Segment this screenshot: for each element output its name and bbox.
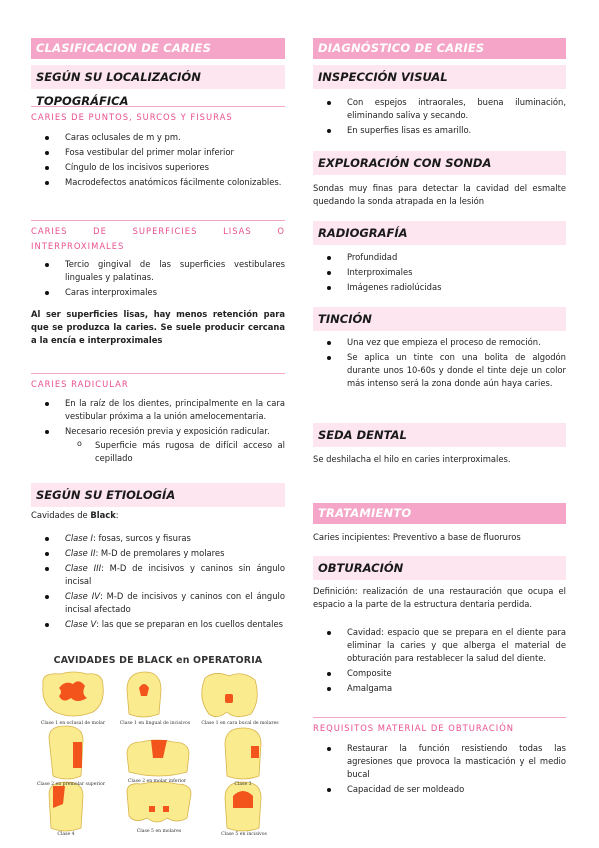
caption-clase1-incisivos: Clase 1 en lingual de incisivos [119,721,191,726]
list-item: Con espejos intraorales, buena iluminación, eliminando saliva y secando. [313,96,566,122]
tooth-clase1-lingual-incisivo [127,672,161,717]
requisitos-title: REQUISITOS MATERIAL DE OBTURACIÓN [313,717,566,736]
puntos-section [31,106,285,191]
radicular-list [31,397,285,465]
clase-label: Clase I [65,533,93,544]
list-subitem: o Superficie más rugosa de difícil acceso al cepillado [31,439,285,465]
tincion-list [313,336,566,392]
list-item: Caras interproximales [31,286,285,299]
tincion-heading: TINCIÓN [313,307,566,331]
black-list [31,532,285,631]
seda-text: Se deshilacha el hilo en caries interproximales. [313,454,511,464]
list-item: Cavidad: espacio que se prepara en el diente para eliminar la caries y que alberga el material de obturación para restablecer la salud del diente. [313,626,566,665]
tooth-clase2-premolar [49,726,83,779]
requisitos-section [313,717,566,798]
caption-clase2-molar: Clase 2 en molar inferior [127,779,187,784]
list-item: Imágenes radiolúcidas [313,281,566,294]
clasificacion-banner: CLASIFICACION DE CARIES [31,38,285,59]
list-item: Macrodefectos anatómicos fácilmente colonizables. [31,176,285,189]
list-item [31,547,285,560]
tooth-clase5-molar [127,782,191,822]
seda-heading: SEDA DENTAL [313,423,566,447]
list-item: En superfies lisas es amarillo. [313,124,566,137]
lisas-list [31,258,285,299]
puntos-title: CARIES DE PUNTOS, SURCOS Y FISURAS [31,106,285,125]
list-item: Fosa vestibular del primer molar inferior [31,146,285,159]
tooth-clase1-bucal-molar [202,673,257,716]
inspeccion-list [313,96,566,139]
list-item: Se aplica un tinte con una bolita de algodón durante unos 10-60s y donde el tinte deje un color más intenso será la zona donde aún haya caries. [313,351,566,390]
obturacion-heading: OBTURACIÓN [313,556,566,580]
exploracion-text: Sondas muy finas para detectar la cavidad del esmalte quedando la sonda atrapada en la lesión [313,183,566,207]
list-item: Composite [313,667,566,680]
lisas-title-line2: INTERPROXIMALES [31,240,125,251]
caption-clase5-incisivos: Clase 5 en incisivos [221,832,267,837]
lisas-title-line1: CARIES DE SUPERFICIES LISAS O [31,226,285,236]
black-section [31,509,285,633]
list-item [31,562,285,588]
black-colon: : [115,510,119,520]
obturacion-text: Definición: realización de una restauración que ocupa el espacio a la parte de la estructura dentaria perdida. [313,586,566,610]
figure-grid [31,668,285,839]
caption-clase1-bucal: Clase 1 en cara bucal de molares [201,721,279,726]
list-item: En la raíz de los dientes, principalmente en la cara vestibular próxima a la unión amelocementaria. [31,397,285,423]
clase-label: Clase II [65,548,96,559]
black-intro-text: Cavidades de [31,510,91,520]
caption-clase2-premolar: Clase 2 en premolar superior [36,782,106,787]
tooth-clase2-molar-inferior [127,740,189,776]
list-item: Amalgama [313,682,566,695]
radicular-section [31,373,285,467]
clase-text: : M-D de incisivos y caninos con el ángulo incisal afectado [65,591,286,615]
caption-clase1-molar: Clase 1 en oclusal de molar [40,721,106,726]
radiografia-heading: RADIOGRAFÍA [313,221,566,245]
exploracion-heading: EXPLORACIÓN CON SONDA [313,151,566,175]
list-item-text: Necesario recesión previa y exposición radicular. [65,425,270,436]
list-item: Una vez que empieza el proceso de remoción. [313,336,566,349]
puntos-list [31,131,285,189]
list-item: Capacidad de ser moldeado [313,783,566,796]
black-name: Black [90,510,116,520]
tooth-clase4 [49,782,83,831]
clase-text: : M-D de incisivos y caninos sin ángulo incisal [65,563,285,587]
list-item: Caras oclusales de m y pm. [31,131,285,144]
tratamiento-text: Caries incipientes: Preventivo a base de fluoruros [313,532,521,542]
list-item: Restaurar la función resistiendo todas las agresiones que provoca la masticación y el medio bucal [313,742,566,781]
list-item: Cíngulo de los incisivos superiores [31,161,285,174]
black-intro [31,509,285,522]
list-item: Tercio gingival de las superficies vestibulares linguales y palatinas. [31,258,285,284]
list-item [31,590,285,616]
clase-text: : las que se preparan en los cuellos dentales [96,619,284,630]
teeth-illustration [31,668,285,839]
tooth-clase5-incisivo [225,782,261,831]
clase-text: : M-D de premolares y molares [95,548,225,559]
caption-clase5-molares: Clase 5 en molares [136,829,182,834]
lisas-section [31,220,285,348]
black-cavities-figure [31,653,285,841]
diagnostico-banner: DIAGNÓSTICO DE CARIES [313,38,566,59]
radicular-title: CARIES RADICULAR [31,373,285,392]
tratamiento-banner: TRATAMIENTO [313,503,566,524]
figure-title: CAVIDADES DE BLACK en OPERATORIA [53,655,263,666]
localizacion-heading: SEGÚN SU LOCALIZACIÓN TOPOGRÁFICA [31,65,285,89]
clase-text: : fosas, surcos y fisuras [92,533,191,544]
inspeccion-heading: INSPECCIÓN VISUAL [313,65,566,89]
radiografia-list [313,251,566,296]
tooth-clase1-oclusal-molar [43,672,104,716]
list-item: Profundidad [313,251,566,264]
radicular-sublist [31,439,285,465]
clase-label: Clase III [65,563,102,574]
lisas-title [31,220,285,253]
list-item [31,425,285,465]
tooth-clase3 [225,728,261,779]
requisitos-list [313,742,566,796]
caption-clase3: Clase 3 [234,782,252,787]
lisas-note: Al ser superficies lisas, hay menos retención para que se produzca la caries. Se suele producir cercana a la encía e interproximales [31,309,285,346]
list-item [31,532,285,545]
list-item: Interproximales [313,266,566,279]
etiologia-heading: SEGÚN SU ETIOLOGÍA [31,483,285,507]
clase-label: Clase IV [65,591,100,602]
caption-clase4: Clase 4 [57,832,75,837]
obturacion-list [313,626,566,697]
clase-label: Clase V [65,619,97,630]
list-item [31,618,285,631]
